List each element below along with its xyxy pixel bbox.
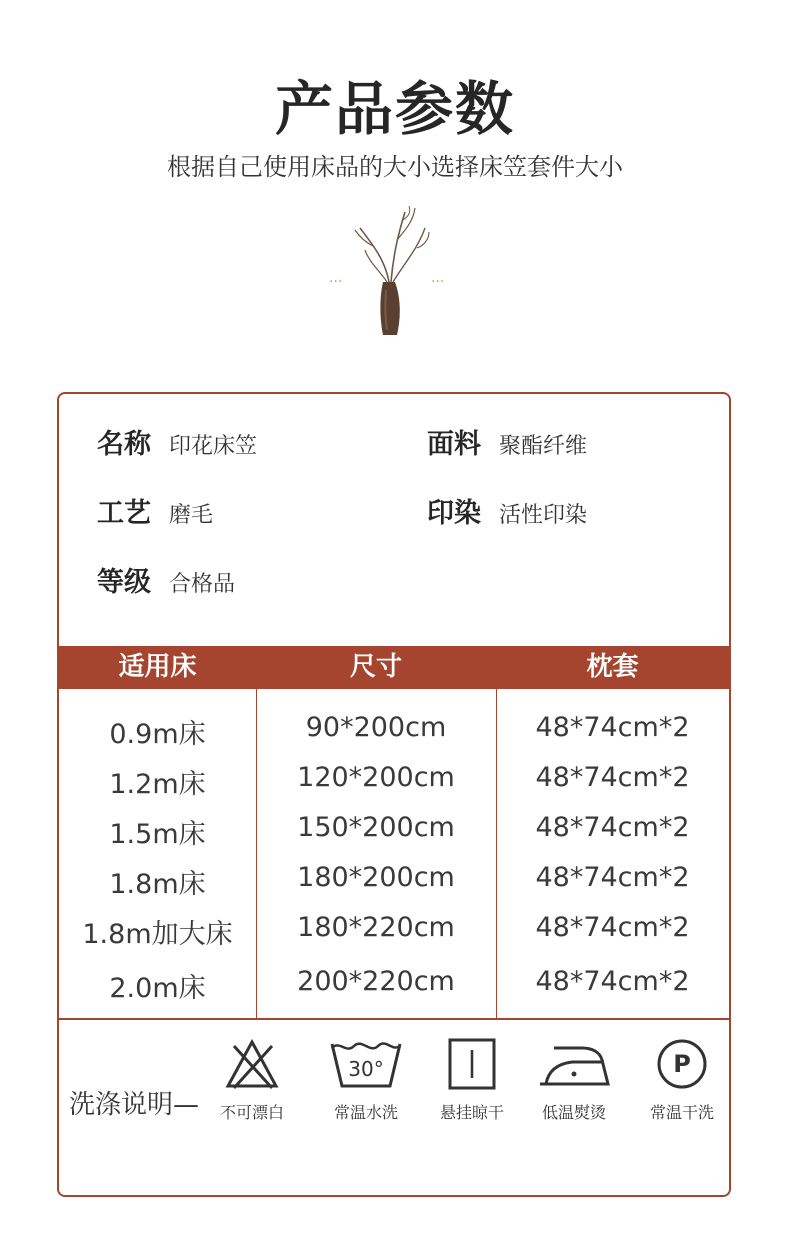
no-bleach-icon: [222, 1034, 282, 1094]
cell-bed: 1.5m床: [109, 819, 206, 850]
cell-bed: 1.8m加大床: [82, 919, 233, 950]
cell-size: 90*200cm: [305, 712, 447, 743]
spec-dye-key: 印染: [427, 498, 481, 529]
spec-craft-key: 工艺: [97, 498, 151, 529]
spec-fabric-value: 聚酯纤维: [499, 434, 588, 459]
care-instructions-label: 洗涤说明—: [69, 1090, 200, 1120]
header-size: 尺寸: [349, 652, 402, 682]
vase-decoration: [325, 200, 465, 345]
cell-bed: 1.2m床: [109, 769, 206, 800]
right-dots: ···: [431, 274, 445, 290]
cell-bed: 1.8m床: [109, 869, 206, 900]
care-hang-dry: [417, 1034, 527, 1123]
care-caption: 不可漂白: [219, 1103, 284, 1122]
wash-30-icon: [326, 1034, 406, 1094]
cell-size: 200*220cm: [297, 966, 455, 997]
spec-craft: [97, 491, 213, 530]
cell-pillow: 48*74cm*2: [535, 912, 690, 943]
page-title: 产品参数: [274, 75, 515, 143]
left-dots: ···: [329, 274, 343, 290]
care-no-bleach: [197, 1034, 307, 1123]
size-table-header: [59, 646, 729, 689]
spec-name: [97, 422, 257, 461]
spec-craft-value: 磨毛: [169, 503, 214, 528]
cell-size: 180*220cm: [297, 912, 455, 943]
cell-pillow: 48*74cm*2: [535, 712, 690, 743]
cell-size: 120*200cm: [297, 762, 455, 793]
spec-name-key: 名称: [97, 429, 151, 460]
cell-pillow: 48*74cm*2: [535, 762, 690, 793]
care-caption: 低温熨烫: [541, 1103, 606, 1122]
care-wash-30: [311, 1034, 421, 1123]
cell-pillow: 48*74cm*2: [535, 812, 690, 843]
spec-fabric: [427, 422, 587, 461]
spec-fabric-key: 面料: [427, 429, 481, 460]
care-low-iron: [519, 1034, 629, 1123]
spec-name-value: 印花床笠: [169, 434, 258, 459]
cell-bed: 0.9m床: [109, 719, 206, 750]
cell-size: 180*200cm: [297, 862, 455, 893]
page-subtitle: 根据自己使用床品的大小选择床笠套件大小: [167, 153, 623, 181]
wash-temp: 30°: [348, 1057, 384, 1081]
care-caption: 常温水洗: [333, 1103, 398, 1122]
dry-clean-p-icon: [652, 1034, 712, 1094]
cell-size: 150*200cm: [297, 812, 455, 843]
spec-dye-value: 活性印染: [499, 503, 588, 528]
spec-dye: [427, 491, 587, 530]
care-caption: 常温干洗: [649, 1103, 714, 1122]
cell-pillow: 48*74cm*2: [535, 862, 690, 893]
vase-branch-icon: [325, 200, 465, 345]
spec-grade-value: 合格品: [169, 572, 236, 597]
spec-card: [57, 392, 731, 1197]
cell-pillow: 48*74cm*2: [535, 966, 690, 997]
header-bed: 适用床: [118, 652, 197, 682]
header-pillowcase: 枕套: [586, 652, 639, 682]
dry-clean-letter: P: [673, 1050, 691, 1078]
spec-grade: [97, 560, 235, 599]
care-dry-clean: [627, 1034, 731, 1123]
table-bottom-divider: [59, 1018, 729, 1020]
cell-bed: 2.0m床: [109, 973, 206, 1004]
spec-grade-key: 等级: [97, 567, 151, 598]
care-caption: 悬挂晾干: [439, 1103, 504, 1122]
hang-dry-icon: [442, 1034, 502, 1094]
low-iron-icon: [534, 1034, 614, 1094]
